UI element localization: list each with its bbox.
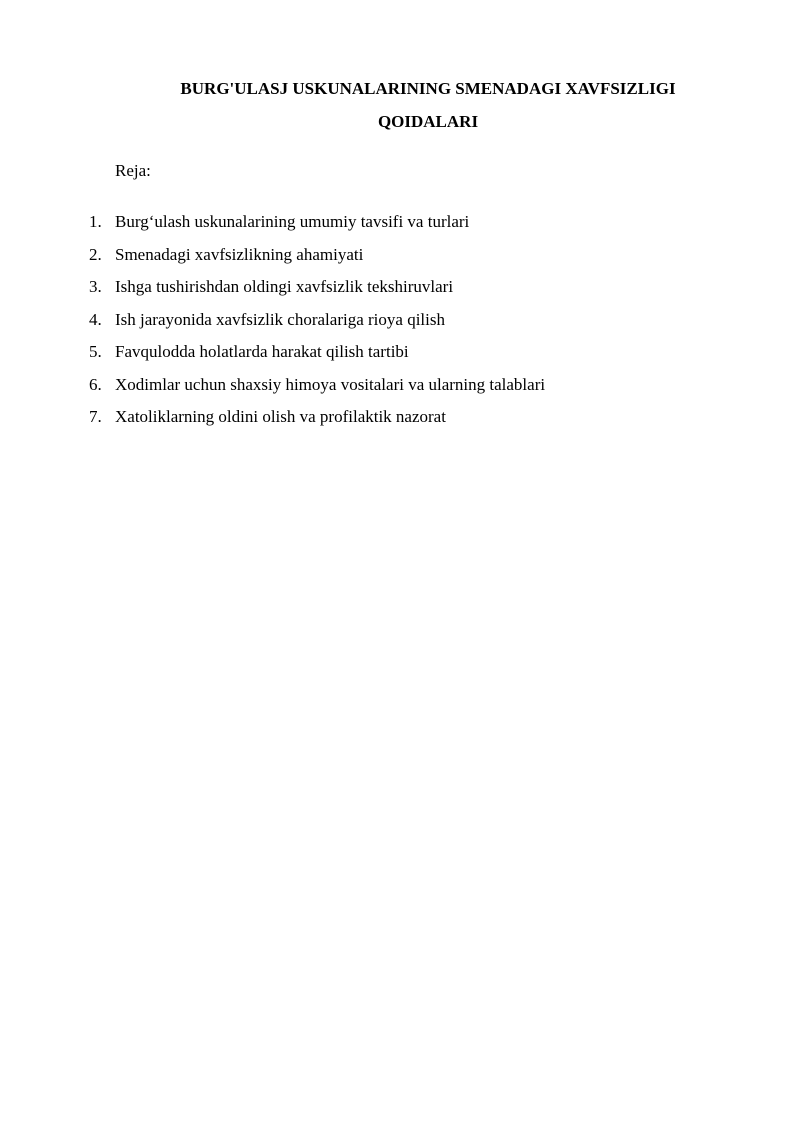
document-title [110,72,746,138]
list-item [0,404,800,437]
list-item-number: 7. [89,407,102,426]
plan-list [0,209,800,437]
list-item [0,307,800,340]
list-item-text: Ish jarayonida xavfsizlik choralariga rioya qilish [115,309,445,329]
list-item-number: 3. [89,277,102,296]
list-item [0,209,800,242]
list-item [0,274,800,307]
list-item-text: Xodimlar uchun shaxsiy himoya vositalari va ularning talablari [115,374,546,394]
list-item-number: 6. [89,374,102,394]
list-item-number: 4. [89,309,102,329]
list-item [0,372,800,405]
title-line-2: QOIDALARI [377,112,479,131]
list-item-text: Favqulodda holatlarda harakat qilish tartibi [115,342,409,361]
list-item-number: 1. [89,212,102,231]
list-item-text: Xatoliklarning oldini olish va profilaktik nazorat [115,407,446,426]
list-item-text: Burg‘ulash uskunalarining umumiy tavsifi va turlari [115,212,470,231]
list-item [0,242,800,275]
list-item [0,339,800,372]
list-item-text: Smenadagi xavfsizlikning ahamiyati [115,244,364,264]
plan-label: Reja: [115,161,151,180]
list-item-number: 2. [89,244,102,264]
list-item-number: 5. [89,342,102,361]
list-item-text: Ishga tushirishdan oldingi xavfsizlik tekshiruvlari [115,277,454,296]
title-line-1: BURG'ULASJ USKUNALARINING SMENADAGI XAVFSIZLIGI [180,79,676,98]
